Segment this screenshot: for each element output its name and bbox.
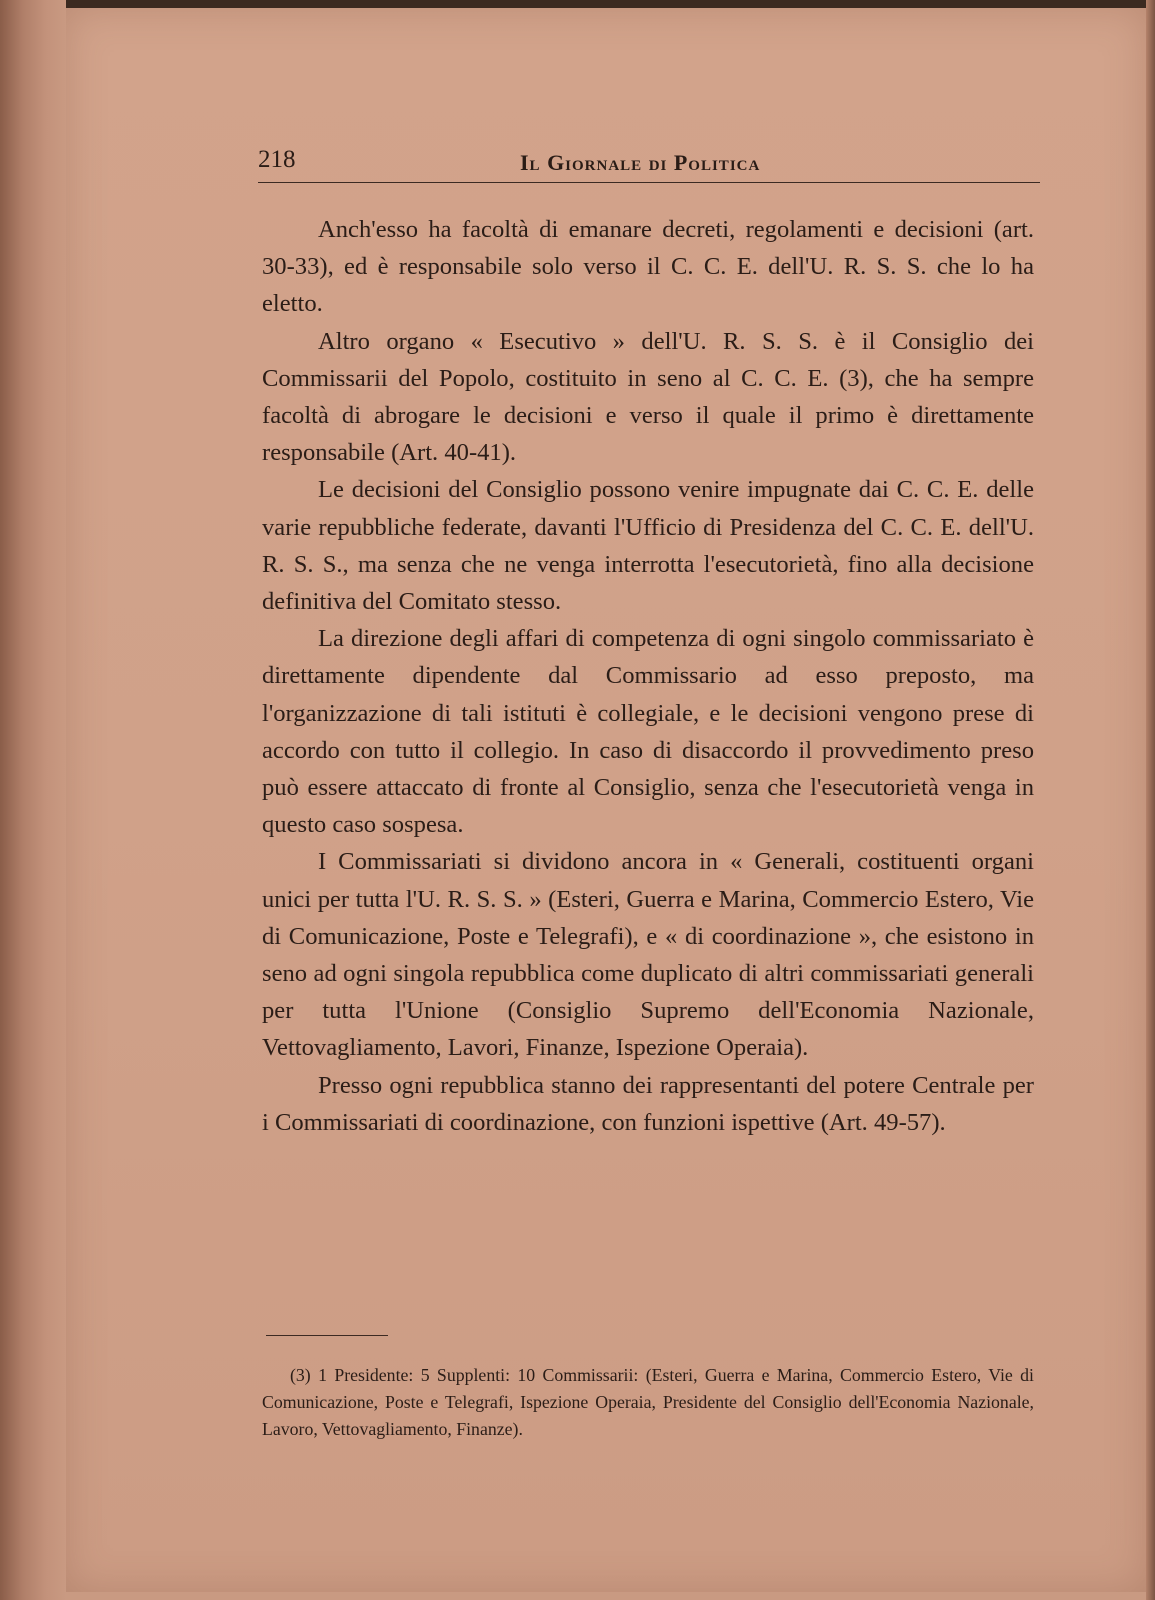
paragraph: Le decisioni del Consiglio possono venire impugnate dai C. C. E. delle varie repubbliche federate, davanti l'Ufficio di Presidenza del C. C. E. dell'U. R. S. S., ma senza che ne venga interrotta l'esecutorietà, fino alla decisione definitiva del Comitato stesso. [262, 476, 1034, 616]
page-number: 218 [258, 146, 296, 173]
paragraph: Altro organo « Esecutivo » dell'U. R. S. S. è il Consiglio dei Commissarii del Popolo, costituito in seno al C. C. E. (3), che ha sempre facoltà di abrogare le decisioni e verso il quale il primo è direttamente responsabile (Art. 40-41). [262, 327, 1034, 467]
top-edge [0, 0, 1155, 8]
paragraph: Presso ogni repubblica stanno dei rappresentanti del potere Centrale per i Commissariati di coordinazione, con funzioni ispettive (Art. 49-57). [262, 1071, 1034, 1136]
book-spine [0, 0, 66, 1600]
paragraph: Anch'esso ha facoltà di emanare decreti, regolamenti e decisioni (art. 30-33), ed è responsabile solo verso il C. C. E. dell'U. R. S. S. che lo ha eletto. [262, 216, 1034, 318]
page-header [258, 142, 1040, 183]
right-page-edge [1146, 0, 1155, 1600]
paragraph: I Commissariati si dividono ancora in « Generali, costituenti organi unici per tutta l'U. R. S. S. » (Esteri, Guerra e Marina, Commercio Estero, Vie di Comunicazione, Poste e Telegrafi), e « di coordinazione », che esistono in seno ad ogni singola repubblica come duplicato di altri commissariati generali per tutta l'Unione (Consiglio Supremo dell'Economia Nazionale, Vettovagliamento, Lavori, Finanze, Ispezione Operaia). [262, 848, 1034, 1062]
footnote-divider [266, 1335, 388, 1336]
running-title: Il Giornale di Politica [520, 150, 761, 175]
body-text [262, 211, 1034, 1141]
paragraph: La direzione degli affari di competenza di ogni singolo commissariato è direttamente dipendente dal Commissario ad esso preposto, ma l'organizzazione di tali istituti è collegiale, e le decisioni vengono prese di accordo con tutto il collegio. In caso di disaccordo il provvedimento preso può essere attaccato di fronte al Consiglio, senza che l'esecutorietà venga in questo caso sospesa. [262, 625, 1034, 839]
footnote: (3) 1 Presidente: 5 Supplenti: 10 Commissarii: (Esteri, Guerra e Marina, Commercio Estero, Vie di Comunicazione, Poste e Telegrafi, Ispezione Operaia, Presidente del Consiglio dell'Economia Nazionale, Lavoro, Vettovagliamento, Finanze). [262, 1365, 1034, 1439]
